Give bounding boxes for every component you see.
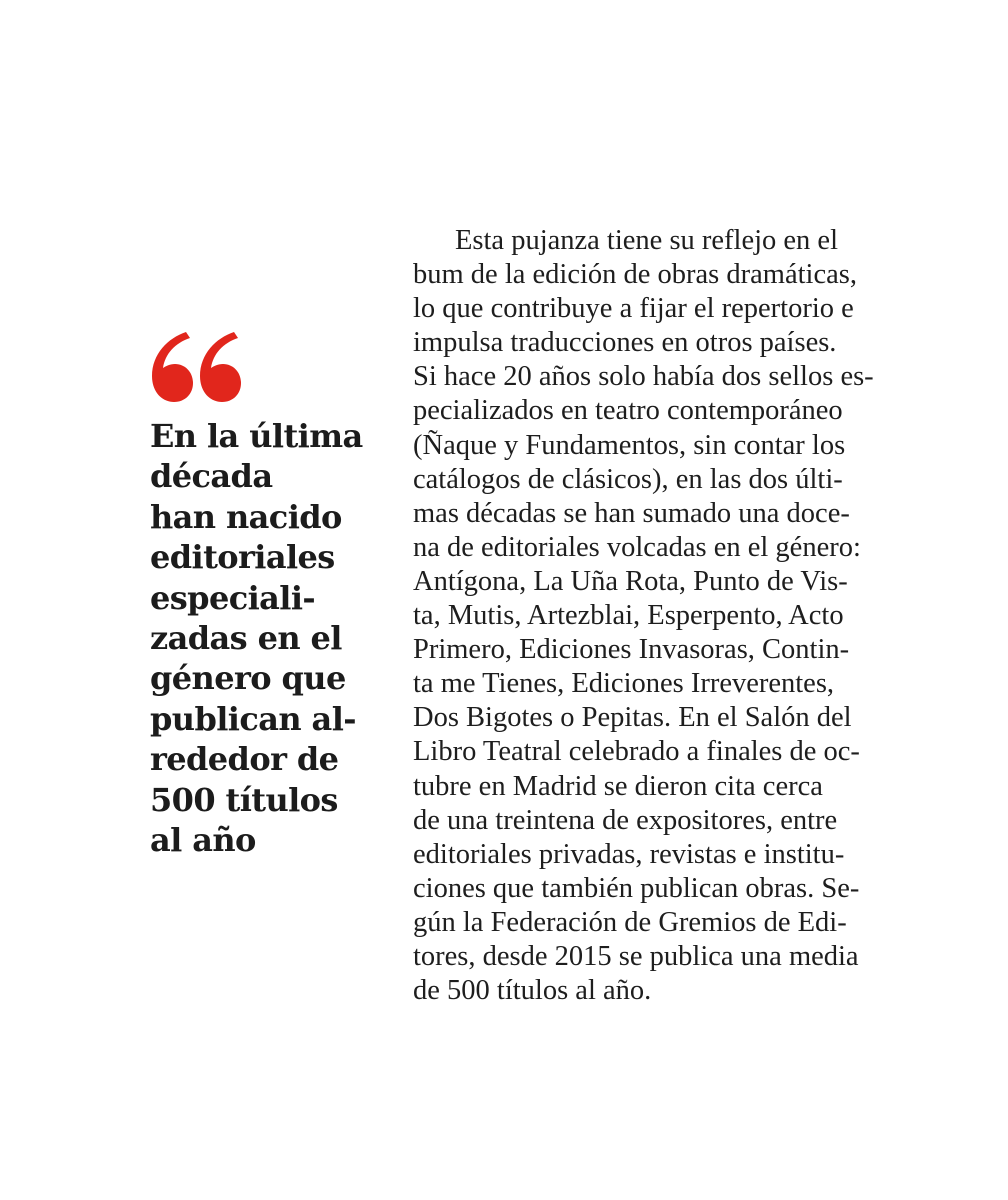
article-line: ciones que también publican obras. Se- <box>413 872 860 904</box>
pull-quote-line: han nacido <box>150 497 342 536</box>
article-line: tubre en Madrid se dieron cita cerca <box>413 770 823 802</box>
pull-quote-line: década <box>150 457 273 496</box>
pull-quote-line: editoriales <box>150 538 335 577</box>
article-line: na de editoriales volcadas en el género: <box>413 531 861 563</box>
pull-quote-line: al año <box>150 821 256 860</box>
article-line: mas décadas se han sumado una doce- <box>413 497 850 529</box>
article-line: pecializados en teatro contemporáneo <box>413 395 843 427</box>
article-line: Antígona, La Uña Rota, Punto de Vis- <box>413 565 848 597</box>
pull-quote-line: 500 títulos <box>150 780 338 819</box>
article-line: Libro Teatral celebrado a finales de oc- <box>413 736 860 768</box>
article-line: Si hace 20 años solo había dos sellos es- <box>413 361 874 393</box>
pull-quote-line: publican al- <box>150 699 356 738</box>
article-line: de 500 títulos al año. <box>413 975 652 1007</box>
pull-quote-line: género que <box>150 659 346 698</box>
article-line: ta, Mutis, Artezblai, Esperpento, Acto <box>413 600 844 632</box>
article-line: lo que contribuye a fijar el repertorio e <box>413 293 854 325</box>
article-line: ta me Tienes, Ediciones Irreverentes, <box>413 668 835 700</box>
article-line: impulsa traducciones en otros países. <box>413 327 837 359</box>
article-line: bum de la edición de obras dramáticas, <box>413 259 857 291</box>
pull-quote-text <box>150 416 390 860</box>
pull-quote-line: rededor de <box>150 740 339 779</box>
article-line: gún la Federación de Gremios de Edi- <box>413 906 847 938</box>
article-line: Dos Bigotes o Pepitas. En el Salón del <box>413 702 852 734</box>
pull-quote-line: especiali- <box>150 578 316 617</box>
pull-quote-line: En la última <box>150 417 363 455</box>
red-quote-mark-icon <box>148 330 244 410</box>
article-line: Esta pujanza tiene su reflejo en el <box>455 225 838 256</box>
article-line: editoriales privadas, revistas e institu- <box>413 838 845 870</box>
article-line: (Ñaque y Fundamentos, sin contar los <box>413 429 846 461</box>
article-body-paragraph <box>413 224 903 1008</box>
article-line: tores, desde 2015 se publica una media <box>413 940 859 972</box>
article-line: catálogos de clásicos), en las dos últi- <box>413 463 843 495</box>
pull-quote-line: zadas en el <box>150 619 342 658</box>
article-line: de una treintena de expositores, entre <box>413 804 838 836</box>
article-line: Primero, Ediciones Invasoras, Contin- <box>413 634 850 666</box>
pull-quote <box>150 330 390 860</box>
